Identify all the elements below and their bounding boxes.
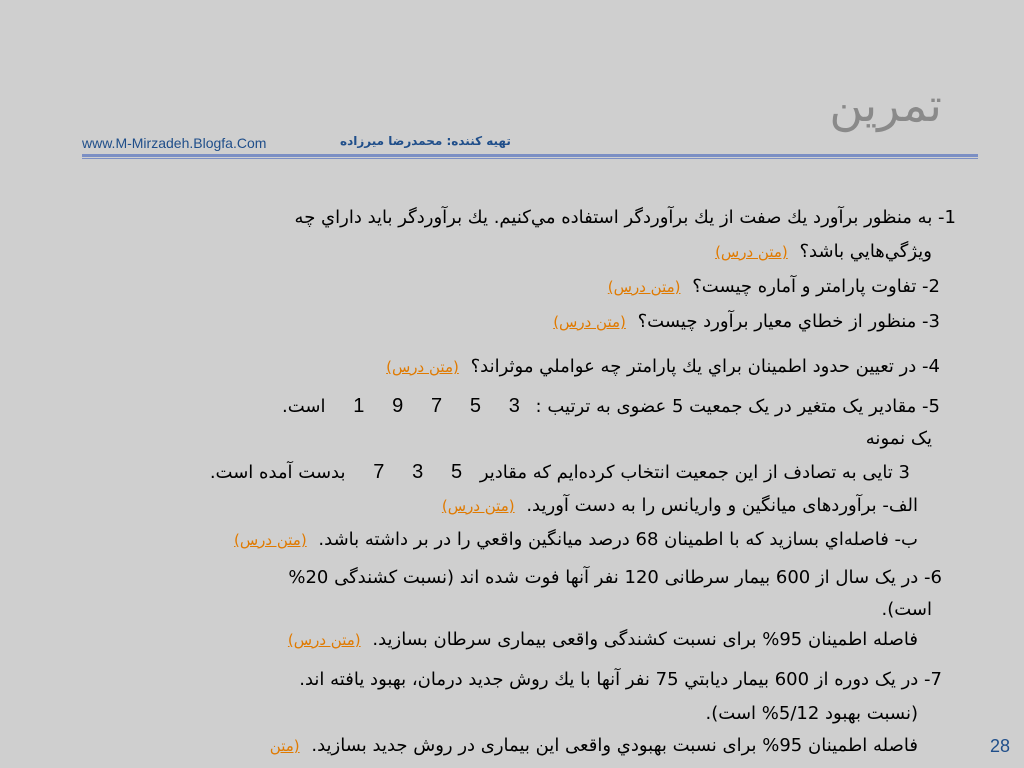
question-5-line-1 <box>260 394 940 419</box>
sample-value: 7 <box>373 461 385 483</box>
question-5-part-alef <box>442 494 918 518</box>
population-value: 1 <box>353 395 365 417</box>
lesson-link[interactable]: (متن درس) <box>287 631 361 649</box>
question-1-text-cont: ويژگي‌هايي باشد؟ <box>799 241 932 262</box>
lesson-link[interactable]: (متن درس) <box>441 497 515 515</box>
question-5-end: است. <box>282 396 326 417</box>
part-alef-text: الف- برآوردهای میانگین و واریانس را به دست آورید. <box>526 495 918 516</box>
population-value: 5 <box>469 395 481 417</box>
header-divider-thin <box>82 158 978 159</box>
question-6-task: فاصله اطمینان 95% برای نسبت کشندگی واقعی بیماری سرطان بسازید. <box>372 629 918 650</box>
question-3-text: 3- منظور از خطاي معيار برآورد چيست؟ <box>637 311 940 332</box>
question-2-text: 2- تفاوت پارامتر و آماره چيست؟ <box>692 276 940 297</box>
slide-title: تمرين <box>829 78 942 132</box>
question-5-part-be <box>234 528 918 552</box>
question-6-text-cont: است). <box>881 599 932 620</box>
question-7-line-2 <box>706 702 918 726</box>
question-4-text: 4- در تعيين حدود اطمينان براي يك پارامتر چه عواملي موثراند؟ <box>470 356 940 377</box>
header-divider <box>82 154 978 157</box>
question-5-line-2 <box>866 427 932 451</box>
lesson-link[interactable]: (متن درس) <box>715 243 788 261</box>
author-credit: تهيه كننده: محمدرضا ميرزاده <box>340 134 511 148</box>
question-7-text-cont: (نسبت بهبود 5/12% است). <box>705 703 918 724</box>
part-be-text: ب- فاصله‌اي بسازيد كه با اطمينان 68 درصد ميانگين واقعي را در بر داشته باشد. <box>318 529 918 550</box>
question-3 <box>553 310 940 334</box>
question-5-text: 5- مقادیر یک متغیر در یک جمعیت 5 عضوی به ترتیب : <box>535 396 940 417</box>
question-1-line-2 <box>715 240 932 264</box>
population-value: 9 <box>392 395 404 417</box>
question-7-line-3 <box>270 734 918 758</box>
question-6-line-3 <box>288 628 918 652</box>
question-6-line-1 <box>288 566 942 590</box>
question-1-text: 1- به منظور برآورد يك صفت از يك برآوردگر استفاده مي‌كنيم. يك برآوردگر بايد داراي چه <box>294 207 956 228</box>
sample-value: 5 <box>450 461 463 483</box>
population-value: 3 <box>508 395 520 417</box>
lesson-link-truncated[interactable]: (متن <box>269 737 300 755</box>
page-number: 28 <box>989 736 1010 756</box>
question-7-task: فاصله اطمینان 95% برای نسبت بهبودي واقعی این بیماری در روش جدید بسازید. <box>311 735 918 756</box>
question-2 <box>608 275 940 299</box>
lesson-link[interactable]: (متن درس) <box>234 531 307 549</box>
lesson-link[interactable]: (متن درس) <box>607 278 681 296</box>
sample-value: 3 <box>412 461 424 483</box>
question-4 <box>386 355 940 379</box>
question-7-line-1 <box>299 668 942 692</box>
lesson-link[interactable]: (متن درس) <box>386 358 459 376</box>
question-6-line-2 <box>881 598 932 622</box>
question-5-sample-text: 3 تایی به تصادف از این جمعیت انتخاب کرده‌ایم که مقادیر <box>479 462 910 483</box>
question-5-text-cont: یک نمونه <box>865 428 932 449</box>
question-5-line-3 <box>188 460 910 485</box>
question-7-text: 7- در یک دوره از 600 بيمار ديابتي 75 نفر آنها با يك روش جديد درمان، بهبود يافته اند. <box>299 669 942 690</box>
question-6-text: 6- در یک سال از 600 بیمار سرطانی 120 نفر آنها فوت شده اند (نسبت کشندگی 20% <box>288 567 942 588</box>
population-value: 7 <box>430 395 443 417</box>
question-5-sample-end: بدست آمده است. <box>209 462 346 483</box>
question-1-line-1 <box>295 206 956 230</box>
website-url[interactable]: www.M-Mirzadeh.Blogfa.Com <box>82 135 267 151</box>
lesson-link[interactable]: (متن درس) <box>553 313 626 331</box>
